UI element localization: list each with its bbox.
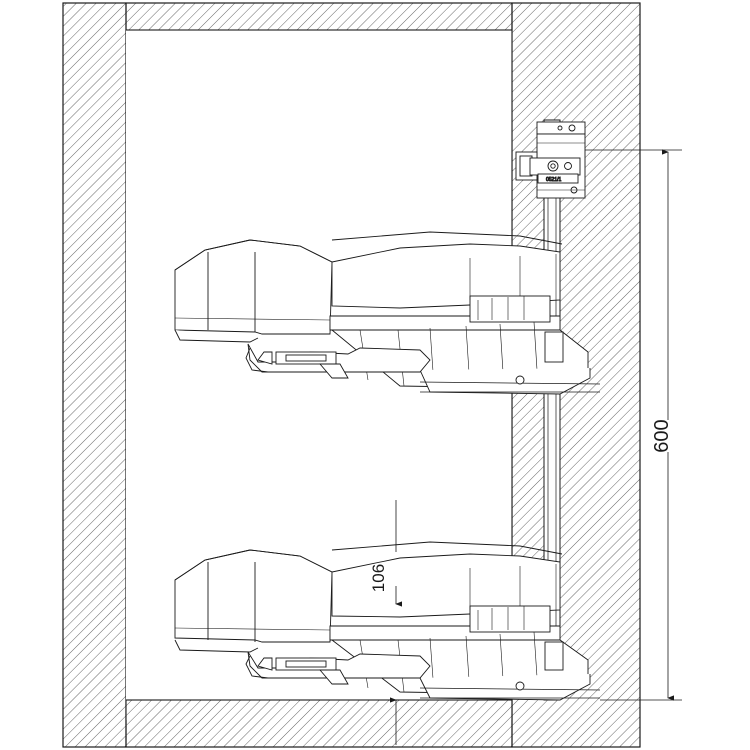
- cabinet-top-panel: [126, 3, 512, 30]
- dimension-106-label: 106: [369, 563, 388, 593]
- cabinet-bottom-panel: [126, 700, 512, 747]
- cabinet-wall-left: [63, 3, 126, 747]
- dimension-600-label: 600: [651, 419, 673, 453]
- hinge-mark-label: 0521/1: [546, 177, 562, 183]
